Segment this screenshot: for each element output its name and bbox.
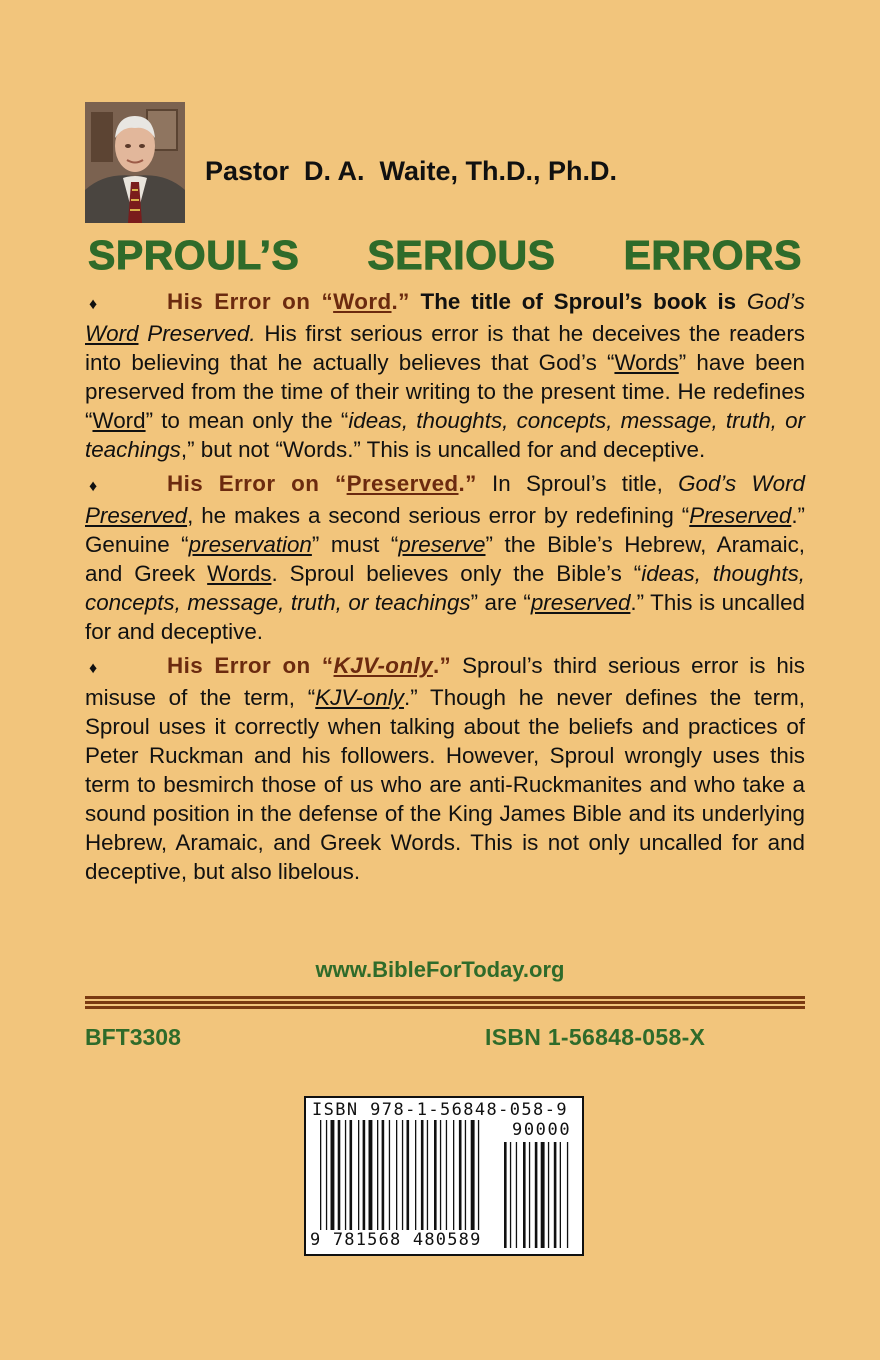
barcode-bar (434, 1120, 437, 1232)
barcode-bar (377, 1120, 378, 1232)
barcode-addon-bar (504, 1142, 507, 1248)
barcode-bar (478, 1120, 479, 1232)
barcode-bar (396, 1120, 397, 1232)
error-paragraph-word: ♦ His Error on “Word.” The title of Sproul’s book is God’s Word Preserved. His first serious error is that he deceives the readers into believing that he actually believes that God’s “Words” have been preserved from the time of their writing to the present time. He redefines “Word” to mean only the “ideas, thoughts, concepts, message, truth, or teachings,” but not “Words.” This is uncalled for and deceptive. (85, 289, 805, 462)
barcode (304, 1096, 584, 1256)
barcode-digits: 9 781568 480589 (310, 1230, 482, 1250)
barcode-addon-digits: 90000 (512, 1120, 572, 1140)
barcode-bar (358, 1120, 359, 1232)
barcode-addon-bar (548, 1142, 549, 1248)
website-link[interactable]: www.BibleForToday.org (315, 957, 565, 982)
barcode-addon-bar (541, 1142, 545, 1248)
barcode-bar (382, 1120, 385, 1232)
isbn-number: ISBN 1-56848-058-X (485, 1024, 706, 1050)
author-name: Pastor D. A. Waite, Th.D., Ph.D. (205, 156, 618, 186)
barcode-isbn-line: ISBN 978-1-56848-058-9 (312, 1100, 568, 1120)
barcode-addon-bar (560, 1142, 561, 1248)
bullet-icon: ♦ (89, 296, 98, 313)
error-heading-word: His Error on “Word.” (167, 289, 410, 314)
divider-line-middle (85, 1001, 805, 1004)
barcode-addon-bar (567, 1142, 568, 1248)
barcode-bar (465, 1120, 466, 1232)
barcode-bar (471, 1120, 475, 1232)
bullet-icon: ♦ (89, 478, 98, 495)
bullet-icon: ♦ (89, 660, 98, 677)
barcode-bar (453, 1120, 454, 1232)
divider-line-top (85, 996, 805, 999)
barcode-bar (402, 1120, 403, 1232)
barcode-addon-bar (516, 1142, 517, 1248)
product-code: BFT3308 (85, 1024, 181, 1050)
barcode-bar (427, 1120, 428, 1232)
barcode-bar (389, 1120, 390, 1232)
barcode-bar (421, 1120, 424, 1232)
barcode-addon-bar (523, 1142, 526, 1248)
barcode-bar (338, 1120, 341, 1232)
body-text (85, 287, 805, 891)
barcode-bar (407, 1120, 410, 1232)
book-title (88, 232, 802, 279)
barcode-bar (331, 1120, 335, 1232)
barcode-bar (326, 1120, 327, 1232)
error-heading-kjv-only: His Error on “KJV-only.” (167, 653, 452, 678)
author-photo (85, 102, 185, 223)
barcode-bar (459, 1120, 462, 1232)
barcode-bar (415, 1120, 416, 1232)
divider-line-bottom (85, 1006, 805, 1009)
error-paragraph-kjv-only: ♦ His Error on “KJV-only.” Sproul’s third serious error is his misuse of the term, “KJV-only.” Though he never defines the term, Sproul uses it correctly when talking about the beliefs and practices of Peter Ruckman and his followers. However, Sproul wrongly uses this term to besmirch those of us who are anti-Ruckmanites and who take a sound position in the defense of the King James Bible and its underlying Hebrew, Aramaic, and Greek Words. This is not only uncalled for and deceptive, but also libelous. (85, 653, 805, 884)
error-heading-preserved: His Error on “Preserved.” (167, 471, 477, 496)
barcode-addon-bar (535, 1142, 538, 1248)
title-word-3: ERRORS (623, 232, 802, 278)
barcode-bar (345, 1120, 346, 1232)
barcode-addon-bar (529, 1142, 530, 1248)
barcode-addon-bar (510, 1142, 511, 1248)
barcode-bar (440, 1120, 441, 1232)
barcode-addon-bar (554, 1142, 557, 1248)
title-word-1: SPROUL’S (88, 232, 300, 278)
barcode-bar (446, 1120, 447, 1232)
barcode-bar (320, 1120, 321, 1232)
barcode-bar (369, 1120, 373, 1232)
title-word-2: SERIOUS (367, 232, 556, 278)
barcode-bar (350, 1120, 353, 1232)
barcode-bar (363, 1120, 366, 1232)
error-paragraph-preserved: ♦ His Error on “Preserved.” In Sproul’s title, God’s Word Preserved, he makes a second serious error by redefining “Preserved.” Genuine “preservation” must “preserve” the Bible’s Hebrew, Aramaic, and Greek Words. Sproul believes only the Bible’s “ideas, thoughts, concepts, message, truth, or teachings” are “preserved.” This is uncalled for and deceptive. (85, 471, 806, 644)
